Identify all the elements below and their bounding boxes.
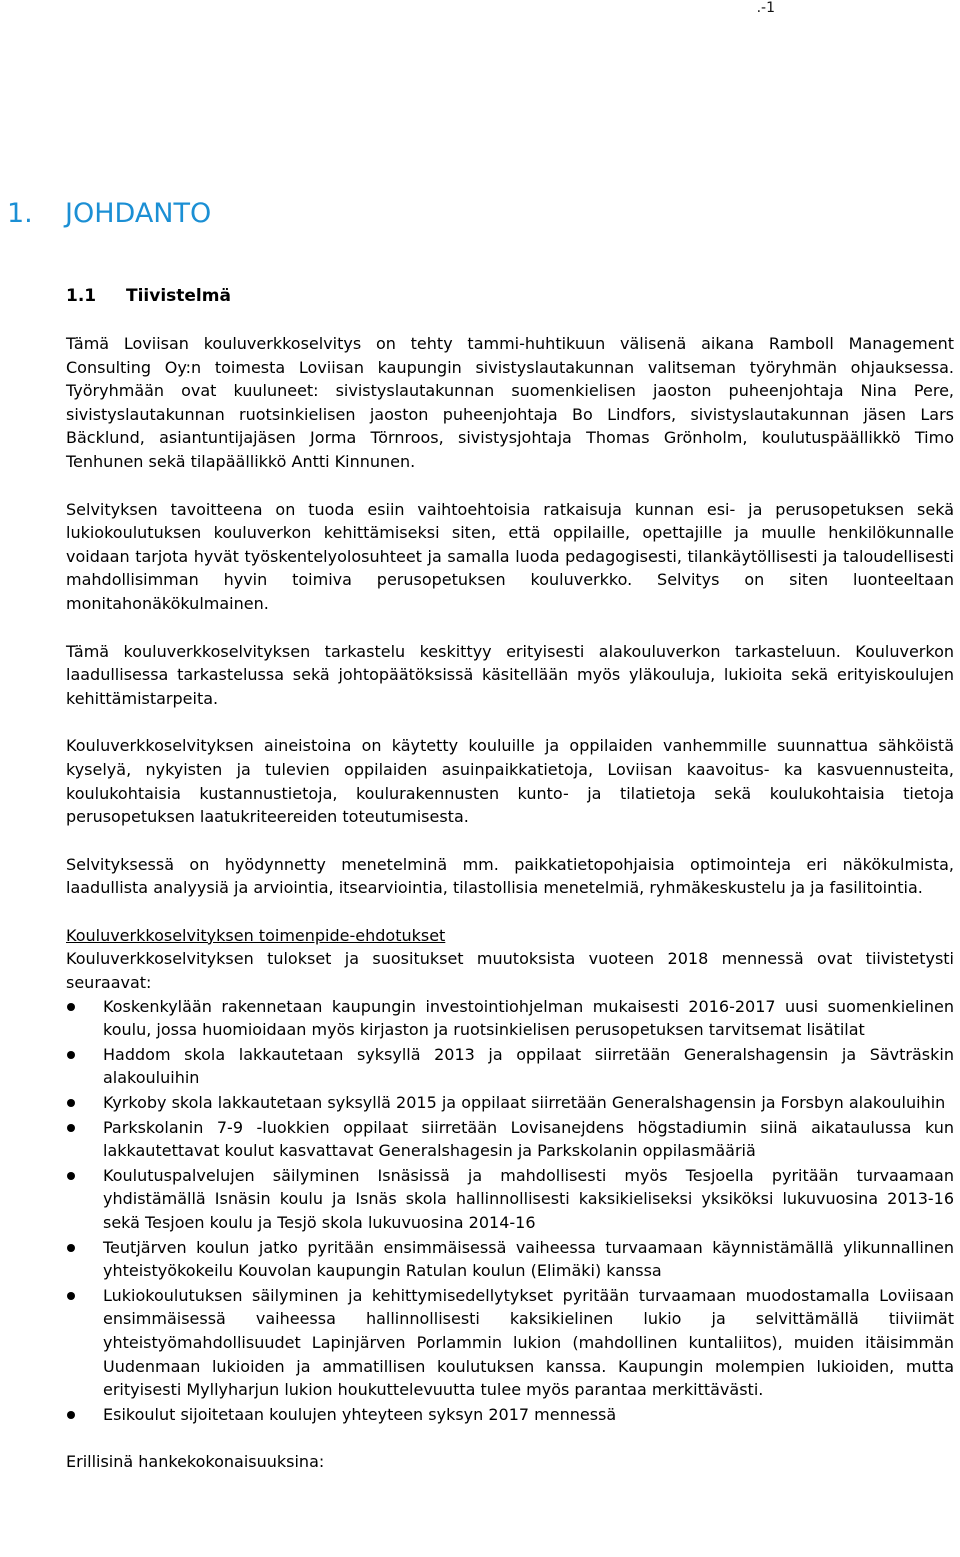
chapter-heading xyxy=(7,198,211,229)
bullet-icon xyxy=(67,1411,75,1419)
bullet-icon xyxy=(67,1172,75,1180)
recommendations-intro: Kouluverkkoselvityksen tulokset ja suositukset muutoksista vuoteen 2018 mennessä ovat tiivistetysti seuraavat: xyxy=(66,949,954,993)
list-item-text: Lukiokoulutuksen säilyminen ja kehittymisedellytykset pyritään turvaamaan muodostamalla Loviisaan ensimmäisessä vaiheessa hallinnollisesti kaksikielinen lukio ja selvittämällä tiiviimät yhteistyömahdollisuudet Lapinjärven Porlammin lukion (mahdollinen kuntaliitos), muiden itäisimmän Uudenmaan lukioiden ja ammatillisen koulutuksen kanssa. Kaupungin molempien lukioiden, mutta erityisesti Myllyharjun lukion houkuttelevuutta tulee myös parantaa merkittävästi. xyxy=(103,1285,954,1400)
list-item xyxy=(66,1091,954,1115)
bullet-icon xyxy=(67,1099,75,1107)
section-heading xyxy=(66,286,231,306)
chapter-number: 1. xyxy=(7,198,33,229)
page-number: .-1 xyxy=(756,0,775,16)
section-title: Tiivistelmä xyxy=(126,286,231,306)
paragraph-methods: Selvityksessä on hyödynnetty menetelminä mm. paikkatietopohjaisia optimointeja eri näkökulmista, laadullista analyysiä ja arviointia, itsearviointia, tilastollisia menetelmiä, ryhmäkeskustelu ja ja fasilitointia. xyxy=(66,854,954,898)
list-item xyxy=(66,1164,954,1235)
bullet-icon xyxy=(67,1244,75,1252)
bullet-icon xyxy=(67,1124,75,1132)
list-item-text: Teutjärven koulun jatko pyritään ensimmäisessä vaiheessa turvaamaan käynnistämällä ylikunnallinen yhteistyökokeilu Kouvolan kaupungin Ratulan koulun (Elimäki) kanssa xyxy=(103,1237,954,1281)
recommendations-list xyxy=(66,995,954,1427)
bullet-icon xyxy=(67,1292,75,1300)
list-item xyxy=(66,1043,954,1090)
bullet-icon xyxy=(67,1051,75,1059)
list-item-text: Haddom skola lakkautetaan syksyllä 2013 ja oppilaat siirretään Generalshagensin ja Sävträskin alakouluihin xyxy=(103,1044,954,1088)
paragraph-goal: Selvityksen tavoitteena on tuoda esiin vaihtoehtoisia ratkaisuja kunnan esi- ja perusopetuksen sekä lukiokoulutuksen kouluverkon kehittämiseksi siten, että oppilaille, opettajille ja muulle henkilökunnalle voidaan tarjota hyvät työskentelyolosuhteet ja samalla luoda pedagogisesti, tilankäytöllisesti ja taloudellisesti mahdollisimman hyvin toimiva perusopetuksen kouluverkko. Selvitys on siten luonteeltaan monitahonäkökulmainen. xyxy=(66,499,954,613)
document-body xyxy=(66,332,954,1474)
chapter-title: JOHDANTO xyxy=(65,198,212,229)
list-item xyxy=(66,1284,954,1402)
list-item-text: Esikoulut sijoitetaan koulujen yhteyteen syksyn 2017 mennessä xyxy=(103,1404,617,1424)
list-item xyxy=(66,1116,954,1163)
bullet-icon xyxy=(67,1003,75,1011)
list-item-text: Parkskolanin 7-9 -luokkien oppilaat siirretään Lovisanejdens högstadiumin siinä aikataulussa kun lakkautettavat koulut kasvattavat Generalshagesin ja Parkskolanin oppilasmääriä xyxy=(103,1117,954,1161)
list-item-text: Koulutuspalvelujen säilyminen Isnäsissä ja mahdollisesti myös Tesjoella pyritään turvaamaan yhdistämällä Isnäsin koulu ja Isnäs skola hallinnollisesti kaksikieliseksi yksiköksi lukuvuosina 2013-16 sekä Tesjoen koulu ja Tesjö skola lukuvuosina 2014-16 xyxy=(103,1165,954,1232)
list-item xyxy=(66,1403,954,1427)
paragraph-materials: Kouluverkkoselvityksen aineistoina on käytetty kouluille ja oppilaiden vanhemmille suunnattua sähköistä kyselyä, nykyisten ja tulevien oppilaiden asuinpaikkatietoja, Loviisan kaavoitus- ka kasvuennusteita, koulukohtaisia kustannustietoja, koulurakennusten kunto- ja tilatietoja sekä koulukohtaisia tietoja perusopetuksen laatukriteereiden toteutumisesta. xyxy=(66,736,954,827)
section-number: 1.1 xyxy=(66,286,97,306)
list-item-text: Koskenkylään rakennetaan kaupungin investointiohjelman mukaisesti 2016-2017 uusi suomenkielinen koulu, jossa huomioidaan myös kirjaston ja ruotsinkielisen perusopetuksen tarvitsemat lisätilat xyxy=(103,996,954,1040)
paragraph-summary: Tämä Loviisan kouluverkkoselvitys on tehty tammi-huhtikuun välisenä aikana Ramboll Management Consulting Oy:n toimesta Loviisan kaupungin sivistyslautakunnan valitseman työryhmän ohjauksessa. Työryhmään ovat kuuluneet: sivistyslautakunnan suomenkielisen jaoston puheenjohtaja Nina Pere, sivistyslautakunnan ruotsinkielisen jaoston puheenjohtaja Bo Lindfors, sivistyslautakunnan jäsen Lars Bäcklund, asiantuntijajäsen Jorma Törnroos, sivistysjohtaja Thomas Grönholm, koulutuspäällikkö Timo Tenhunen sekä tilapäällikkö Antti Kinnunen. xyxy=(66,334,954,471)
recommendations-heading xyxy=(66,924,954,948)
recommendations-heading-text: Kouluverkkoselvityksen toimenpide-ehdotukset xyxy=(66,925,446,945)
list-item xyxy=(66,995,954,1042)
paragraph-focus: Tämä kouluverkkoselvityksen tarkastelu keskittyy erityisesti alakouluverkon tarkasteluun. Kouluverkon laadullisessa tarkastelussa sekä johtopäätöksissä käsitellään myös yläkouluja, lukioita sekä erityiskoulujen kehittämistarpeita. xyxy=(66,641,954,708)
list-item-text: Kyrkoby skola lakkautetaan syksyllä 2015 ja oppilaat siirretään Generalshagensin ja Forsbyn alakouluihin xyxy=(103,1093,946,1113)
separate-projects-heading: Erillisinä hankekokonaisuuksina: xyxy=(66,1452,325,1472)
list-item xyxy=(66,1236,954,1283)
